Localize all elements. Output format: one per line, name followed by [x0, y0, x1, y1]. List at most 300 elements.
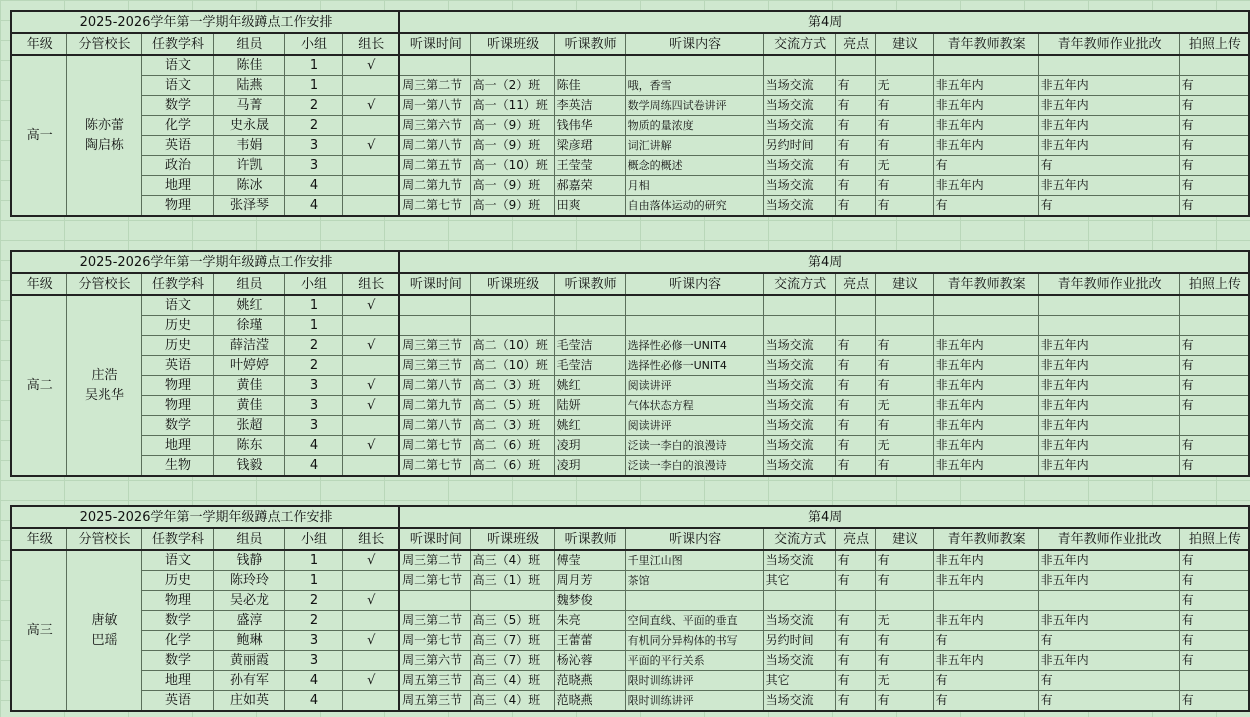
cell[interactable]: 陈东 — [213, 436, 284, 456]
grade-cell[interactable]: 高三 — [11, 550, 66, 711]
column-header[interactable]: 组员 — [213, 273, 284, 295]
cell[interactable]: √ — [342, 336, 399, 356]
cell[interactable]: 高三（1）班 — [470, 571, 554, 591]
column-header[interactable]: 听课教师 — [554, 273, 625, 295]
week-label[interactable]: 第4周 — [399, 506, 1249, 528]
cell[interactable]: 梁彦珺 — [554, 136, 625, 156]
cell[interactable] — [342, 156, 399, 176]
cell[interactable]: 有 — [875, 416, 933, 436]
cell[interactable]: 高一（9）班 — [470, 196, 554, 217]
cell[interactable]: 杨沁蓉 — [554, 651, 625, 671]
cell[interactable]: 当场交流 — [763, 96, 835, 116]
cell[interactable]: 限时训练讲评 — [625, 691, 763, 712]
cell[interactable] — [1038, 55, 1179, 76]
cell[interactable]: 无 — [875, 76, 933, 96]
cell[interactable]: 有 — [835, 550, 875, 571]
cell[interactable]: 语文 — [141, 295, 213, 316]
column-header[interactable]: 小组 — [284, 33, 342, 55]
cell[interactable]: 空间直线、平面的垂直 — [625, 611, 763, 631]
cell[interactable]: 毛莹洁 — [554, 356, 625, 376]
column-header[interactable]: 建议 — [875, 273, 933, 295]
cell[interactable] — [1038, 316, 1179, 336]
cell[interactable]: 有 — [875, 456, 933, 477]
column-header[interactable]: 组长 — [342, 273, 399, 295]
week-label[interactable]: 第4周 — [399, 11, 1249, 33]
cell[interactable]: 当场交流 — [763, 196, 835, 217]
cell[interactable]: 陈佳 — [213, 55, 284, 76]
cell[interactable]: 3 — [284, 651, 342, 671]
cell[interactable]: 有 — [835, 631, 875, 651]
cell[interactable]: 陆妍 — [554, 396, 625, 416]
cell[interactable]: 有 — [835, 136, 875, 156]
cell[interactable]: 哦，香雪 — [625, 76, 763, 96]
cell[interactable]: 有 — [1179, 691, 1249, 712]
cell[interactable]: 周三第三节 — [399, 336, 470, 356]
cell[interactable] — [342, 316, 399, 336]
cell[interactable]: 钱伟华 — [554, 116, 625, 136]
cell[interactable]: 有 — [1179, 356, 1249, 376]
cell[interactable]: 无 — [875, 396, 933, 416]
sheet-title[interactable]: 2025-2026学年第一学期年级蹲点工作安排 — [11, 11, 399, 33]
cell[interactable] — [933, 591, 1038, 611]
cell[interactable]: 有 — [1179, 336, 1249, 356]
cell[interactable] — [835, 591, 875, 611]
cell[interactable]: 周二第五节 — [399, 156, 470, 176]
cell[interactable]: 有 — [875, 176, 933, 196]
column-header[interactable]: 小组 — [284, 528, 342, 550]
column-header[interactable]: 青年教师教案 — [933, 33, 1038, 55]
cell[interactable]: 有 — [1179, 396, 1249, 416]
cell[interactable]: 陈佳 — [554, 76, 625, 96]
cell[interactable]: 有 — [875, 96, 933, 116]
cell[interactable]: 非五年内 — [1038, 611, 1179, 631]
cell[interactable]: 英语 — [141, 356, 213, 376]
cell[interactable]: 有 — [1179, 456, 1249, 477]
cell[interactable]: 孙有军 — [213, 671, 284, 691]
cell[interactable]: 王莹莹 — [554, 156, 625, 176]
cell[interactable]: 高一（10）班 — [470, 156, 554, 176]
cell[interactable]: 有 — [875, 651, 933, 671]
cell[interactable]: 周五第三节 — [399, 691, 470, 712]
column-header[interactable]: 建议 — [875, 528, 933, 550]
cell[interactable]: 当场交流 — [763, 396, 835, 416]
cell[interactable] — [625, 316, 763, 336]
cell[interactable]: 有 — [933, 691, 1038, 712]
cell[interactable]: 有 — [875, 136, 933, 156]
cell[interactable]: 1 — [284, 295, 342, 316]
cell[interactable]: 鲍琳 — [213, 631, 284, 651]
cell[interactable]: 物理 — [141, 376, 213, 396]
cell[interactable] — [875, 295, 933, 316]
cell[interactable]: 叶婷婷 — [213, 356, 284, 376]
cell[interactable]: 当场交流 — [763, 356, 835, 376]
cell[interactable]: 有 — [933, 631, 1038, 651]
cell[interactable]: 傅莹 — [554, 550, 625, 571]
cell[interactable]: 非五年内 — [933, 571, 1038, 591]
cell[interactable]: 有 — [933, 156, 1038, 176]
cell[interactable]: 数学 — [141, 611, 213, 631]
cell[interactable]: 非五年内 — [933, 116, 1038, 136]
cell[interactable]: 有 — [875, 631, 933, 651]
cell[interactable]: 英语 — [141, 691, 213, 712]
cell[interactable]: 高二（3）班 — [470, 416, 554, 436]
column-header[interactable]: 建议 — [875, 33, 933, 55]
cell[interactable]: 当场交流 — [763, 176, 835, 196]
cell[interactable]: 有 — [835, 671, 875, 691]
cell[interactable]: 有 — [835, 376, 875, 396]
column-header[interactable]: 拍照上传 — [1179, 528, 1249, 550]
cell[interactable] — [1038, 295, 1179, 316]
cell[interactable]: 物理 — [141, 591, 213, 611]
column-header[interactable]: 任教学科 — [141, 273, 213, 295]
cell[interactable]: 有 — [835, 156, 875, 176]
cell[interactable]: 吴必龙 — [213, 591, 284, 611]
cell[interactable]: 4 — [284, 196, 342, 217]
cell[interactable]: 2 — [284, 96, 342, 116]
cell[interactable]: 有 — [1179, 376, 1249, 396]
cell[interactable]: 非五年内 — [933, 356, 1038, 376]
cell[interactable]: √ — [342, 671, 399, 691]
cell[interactable]: 选择性必修一UNIT4 — [625, 356, 763, 376]
cell[interactable]: 高三（4）班 — [470, 550, 554, 571]
cell[interactable]: 高二（10）班 — [470, 336, 554, 356]
cell[interactable]: 周三第二节 — [399, 611, 470, 631]
cell[interactable]: 化学 — [141, 631, 213, 651]
cell[interactable]: 无 — [875, 611, 933, 631]
cell[interactable]: 周三第二节 — [399, 76, 470, 96]
cell[interactable] — [470, 591, 554, 611]
cell[interactable]: 语文 — [141, 76, 213, 96]
sheet-title[interactable]: 2025-2026学年第一学期年级蹲点工作安排 — [11, 506, 399, 528]
cell[interactable]: 周二第七节 — [399, 571, 470, 591]
column-header[interactable]: 任教学科 — [141, 33, 213, 55]
cell[interactable]: 物理 — [141, 396, 213, 416]
cell[interactable]: 徐瑾 — [213, 316, 284, 336]
column-header[interactable]: 组长 — [342, 33, 399, 55]
cell[interactable] — [625, 591, 763, 611]
cell[interactable]: 有 — [1038, 671, 1179, 691]
cell[interactable]: 语文 — [141, 550, 213, 571]
cell[interactable]: 周月芳 — [554, 571, 625, 591]
cell[interactable] — [1179, 295, 1249, 316]
cell[interactable]: 历史 — [141, 336, 213, 356]
cell[interactable] — [470, 55, 554, 76]
cell[interactable]: 其它 — [763, 571, 835, 591]
cell[interactable] — [342, 116, 399, 136]
cell[interactable]: 有 — [835, 571, 875, 591]
cell[interactable]: 李英洁 — [554, 96, 625, 116]
cell[interactable] — [342, 456, 399, 477]
cell[interactable]: 历史 — [141, 316, 213, 336]
cell[interactable]: 周一第七节 — [399, 631, 470, 651]
cell[interactable]: 有 — [1179, 651, 1249, 671]
cell[interactable]: 自由落体运动的研究 — [625, 196, 763, 217]
cell[interactable]: 高三（5）班 — [470, 611, 554, 631]
cell[interactable] — [1179, 55, 1249, 76]
cell[interactable]: 非五年内 — [933, 336, 1038, 356]
column-header[interactable]: 交流方式 — [763, 33, 835, 55]
cell[interactable]: 当场交流 — [763, 436, 835, 456]
cell[interactable]: 盛淳 — [213, 611, 284, 631]
cell[interactable]: 有 — [835, 651, 875, 671]
cell[interactable]: 周二第七节 — [399, 196, 470, 217]
cell[interactable]: 高一（9）班 — [470, 176, 554, 196]
sheet-title[interactable]: 2025-2026学年第一学期年级蹲点工作安排 — [11, 251, 399, 273]
cell[interactable]: 张泽琴 — [213, 196, 284, 217]
cell[interactable] — [399, 316, 470, 336]
cell[interactable]: 泛读一李白的浪漫诗 — [625, 456, 763, 477]
cell[interactable] — [342, 76, 399, 96]
cell[interactable]: 黄佳 — [213, 376, 284, 396]
cell[interactable] — [342, 196, 399, 217]
cell[interactable]: 当场交流 — [763, 336, 835, 356]
cell[interactable]: 高三（7）班 — [470, 631, 554, 651]
cell[interactable]: 数学 — [141, 651, 213, 671]
cell[interactable]: 语文 — [141, 55, 213, 76]
column-header[interactable]: 拍照上传 — [1179, 273, 1249, 295]
cell[interactable]: 有 — [835, 116, 875, 136]
cell[interactable]: 周三第二节 — [399, 550, 470, 571]
cell[interactable]: 陈玲玲 — [213, 571, 284, 591]
cell[interactable]: √ — [342, 295, 399, 316]
cell[interactable] — [875, 55, 933, 76]
cell[interactable]: 史永晟 — [213, 116, 284, 136]
cell[interactable]: 非五年内 — [933, 550, 1038, 571]
column-header[interactable]: 分管校长 — [66, 528, 141, 550]
column-header[interactable]: 交流方式 — [763, 273, 835, 295]
grade-cell[interactable]: 高二 — [11, 295, 66, 476]
cell[interactable]: 3 — [284, 396, 342, 416]
cell[interactable]: 平面的平行关系 — [625, 651, 763, 671]
cell[interactable]: 物质的量浓度 — [625, 116, 763, 136]
cell[interactable]: 有 — [1179, 571, 1249, 591]
cell[interactable]: 4 — [284, 456, 342, 477]
column-header[interactable]: 亮点 — [835, 33, 875, 55]
cell[interactable]: 非五年内 — [1038, 571, 1179, 591]
column-header[interactable]: 听课时间 — [399, 528, 470, 550]
cell[interactable]: 非五年内 — [1038, 336, 1179, 356]
cell[interactable] — [399, 295, 470, 316]
cell[interactable] — [835, 55, 875, 76]
cell[interactable]: 周二第七节 — [399, 436, 470, 456]
cell[interactable]: 高三（4）班 — [470, 671, 554, 691]
cell[interactable]: 非五年内 — [1038, 76, 1179, 96]
column-header[interactable]: 听课教师 — [554, 33, 625, 55]
cell[interactable]: 3 — [284, 136, 342, 156]
cell[interactable]: 无 — [875, 671, 933, 691]
cell[interactable]: 有 — [1179, 136, 1249, 156]
cell[interactable]: 许凯 — [213, 156, 284, 176]
column-header[interactable]: 年级 — [11, 528, 66, 550]
cell[interactable]: 周二第八节 — [399, 416, 470, 436]
column-header[interactable]: 小组 — [284, 273, 342, 295]
cell[interactable]: 周二第七节 — [399, 456, 470, 477]
cell[interactable]: 数学周练四试卷讲评 — [625, 96, 763, 116]
cell[interactable]: 高二（6）班 — [470, 456, 554, 477]
cell[interactable] — [933, 316, 1038, 336]
cell[interactable]: 有 — [933, 671, 1038, 691]
cell[interactable]: 有 — [875, 336, 933, 356]
cell[interactable]: 当场交流 — [763, 611, 835, 631]
cell[interactable]: 范晓燕 — [554, 671, 625, 691]
cell[interactable]: 有 — [835, 691, 875, 712]
column-header[interactable]: 听课班级 — [470, 528, 554, 550]
cell[interactable] — [342, 416, 399, 436]
cell[interactable]: 非五年内 — [1038, 136, 1179, 156]
cell[interactable]: 有 — [1038, 691, 1179, 712]
cell[interactable]: 政治 — [141, 156, 213, 176]
cell[interactable] — [399, 591, 470, 611]
column-header[interactable]: 听课时间 — [399, 33, 470, 55]
cell[interactable]: 月相 — [625, 176, 763, 196]
cell[interactable] — [342, 691, 399, 712]
cell[interactable]: 魏梦俊 — [554, 591, 625, 611]
cell[interactable]: 有 — [875, 571, 933, 591]
cell[interactable]: 周三第六节 — [399, 116, 470, 136]
cell[interactable] — [342, 651, 399, 671]
cell[interactable] — [470, 316, 554, 336]
cell[interactable]: 有 — [875, 356, 933, 376]
column-header[interactable]: 听课班级 — [470, 273, 554, 295]
cell[interactable]: 历史 — [141, 571, 213, 591]
cell[interactable]: 非五年内 — [1038, 396, 1179, 416]
cell[interactable]: 有 — [835, 196, 875, 217]
cell[interactable]: 黄佳 — [213, 396, 284, 416]
cell[interactable]: 钱毅 — [213, 456, 284, 477]
cell[interactable] — [470, 295, 554, 316]
cell[interactable]: 1 — [284, 55, 342, 76]
cell[interactable]: 有 — [875, 196, 933, 217]
column-header[interactable]: 听课内容 — [625, 33, 763, 55]
cell[interactable]: 高三（7）班 — [470, 651, 554, 671]
cell[interactable]: 有 — [835, 416, 875, 436]
cell[interactable]: 高一（9）班 — [470, 116, 554, 136]
cell[interactable]: 有 — [1179, 611, 1249, 631]
cell[interactable] — [342, 356, 399, 376]
cell[interactable]: 非五年内 — [933, 136, 1038, 156]
cell[interactable]: 周二第九节 — [399, 176, 470, 196]
cell[interactable] — [875, 316, 933, 336]
cell[interactable] — [763, 591, 835, 611]
cell[interactable]: 高一（2）班 — [470, 76, 554, 96]
cell[interactable]: 有 — [835, 356, 875, 376]
cell[interactable] — [554, 55, 625, 76]
cell[interactable]: 非五年内 — [933, 436, 1038, 456]
cell[interactable]: 2 — [284, 591, 342, 611]
principal-cell[interactable]: 庄浩 吴兆华 — [66, 295, 141, 476]
cell[interactable] — [625, 295, 763, 316]
column-header[interactable]: 青年教师作业批改 — [1038, 33, 1179, 55]
cell[interactable]: 田爽 — [554, 196, 625, 217]
cell[interactable]: √ — [342, 436, 399, 456]
cell[interactable]: 张超 — [213, 416, 284, 436]
cell[interactable]: 非五年内 — [1038, 550, 1179, 571]
principal-cell[interactable]: 陈亦蕾 陶启栋 — [66, 55, 141, 216]
cell[interactable]: 1 — [284, 316, 342, 336]
cell[interactable]: 非五年内 — [1038, 356, 1179, 376]
cell[interactable] — [1038, 591, 1179, 611]
cell[interactable]: 阅读讲评 — [625, 416, 763, 436]
cell[interactable]: 朱亮 — [554, 611, 625, 631]
cell[interactable]: 无 — [875, 156, 933, 176]
cell[interactable]: 有 — [1179, 156, 1249, 176]
principal-cell[interactable]: 唐敏 巴瑶 — [66, 550, 141, 711]
cell[interactable]: 非五年内 — [1038, 116, 1179, 136]
cell[interactable] — [1179, 671, 1249, 691]
column-header[interactable]: 听课教师 — [554, 528, 625, 550]
column-header[interactable]: 听课班级 — [470, 33, 554, 55]
cell[interactable]: 有 — [875, 376, 933, 396]
cell[interactable]: √ — [342, 136, 399, 156]
cell[interactable]: 有 — [1179, 550, 1249, 571]
cell[interactable]: 当场交流 — [763, 116, 835, 136]
cell[interactable]: 周三第三节 — [399, 356, 470, 376]
cell[interactable]: 地理 — [141, 176, 213, 196]
cell[interactable]: 有 — [835, 396, 875, 416]
cell[interactable]: 高二（3）班 — [470, 376, 554, 396]
cell[interactable]: 有 — [1179, 76, 1249, 96]
cell[interactable] — [875, 591, 933, 611]
cell[interactable]: 高二（10）班 — [470, 356, 554, 376]
cell[interactable]: 有 — [1179, 631, 1249, 651]
column-header[interactable]: 分管校长 — [66, 273, 141, 295]
cell[interactable]: 有 — [933, 196, 1038, 217]
cell[interactable]: 有 — [835, 336, 875, 356]
cell[interactable]: 当场交流 — [763, 651, 835, 671]
cell[interactable]: 有 — [875, 550, 933, 571]
cell[interactable]: 有 — [1179, 116, 1249, 136]
cell[interactable]: 有 — [1179, 96, 1249, 116]
cell[interactable]: 非五年内 — [1038, 176, 1179, 196]
cell[interactable]: 有 — [835, 436, 875, 456]
column-header[interactable]: 青年教师教案 — [933, 273, 1038, 295]
cell[interactable] — [1179, 316, 1249, 336]
cell[interactable]: 当场交流 — [763, 376, 835, 396]
cell[interactable]: 有 — [835, 76, 875, 96]
column-header[interactable]: 分管校长 — [66, 33, 141, 55]
column-header[interactable]: 听课内容 — [625, 528, 763, 550]
column-header[interactable]: 听课内容 — [625, 273, 763, 295]
cell[interactable] — [342, 176, 399, 196]
cell[interactable]: 另约时间 — [763, 631, 835, 651]
week-label[interactable]: 第4周 — [399, 251, 1249, 273]
cell[interactable] — [835, 295, 875, 316]
cell[interactable]: 2 — [284, 356, 342, 376]
column-header[interactable]: 年级 — [11, 33, 66, 55]
cell[interactable]: 周三第六节 — [399, 651, 470, 671]
cell[interactable]: 有 — [835, 176, 875, 196]
cell[interactable]: 词汇讲解 — [625, 136, 763, 156]
cell[interactable]: 非五年内 — [933, 416, 1038, 436]
cell[interactable]: 2 — [284, 336, 342, 356]
column-header[interactable]: 交流方式 — [763, 528, 835, 550]
cell[interactable] — [342, 611, 399, 631]
cell[interactable]: 概念的概述 — [625, 156, 763, 176]
cell[interactable]: 生物 — [141, 456, 213, 477]
cell[interactable]: 非五年内 — [933, 96, 1038, 116]
column-header[interactable]: 亮点 — [835, 273, 875, 295]
cell[interactable]: 非五年内 — [933, 76, 1038, 96]
cell[interactable] — [835, 316, 875, 336]
cell[interactable]: 高一（9）班 — [470, 136, 554, 156]
cell[interactable]: 马菁 — [213, 96, 284, 116]
cell[interactable]: 3 — [284, 156, 342, 176]
cell[interactable]: 其它 — [763, 671, 835, 691]
cell[interactable]: 周二第九节 — [399, 396, 470, 416]
cell[interactable]: 周五第三节 — [399, 671, 470, 691]
cell[interactable]: √ — [342, 550, 399, 571]
cell[interactable]: 凌玥 — [554, 456, 625, 477]
